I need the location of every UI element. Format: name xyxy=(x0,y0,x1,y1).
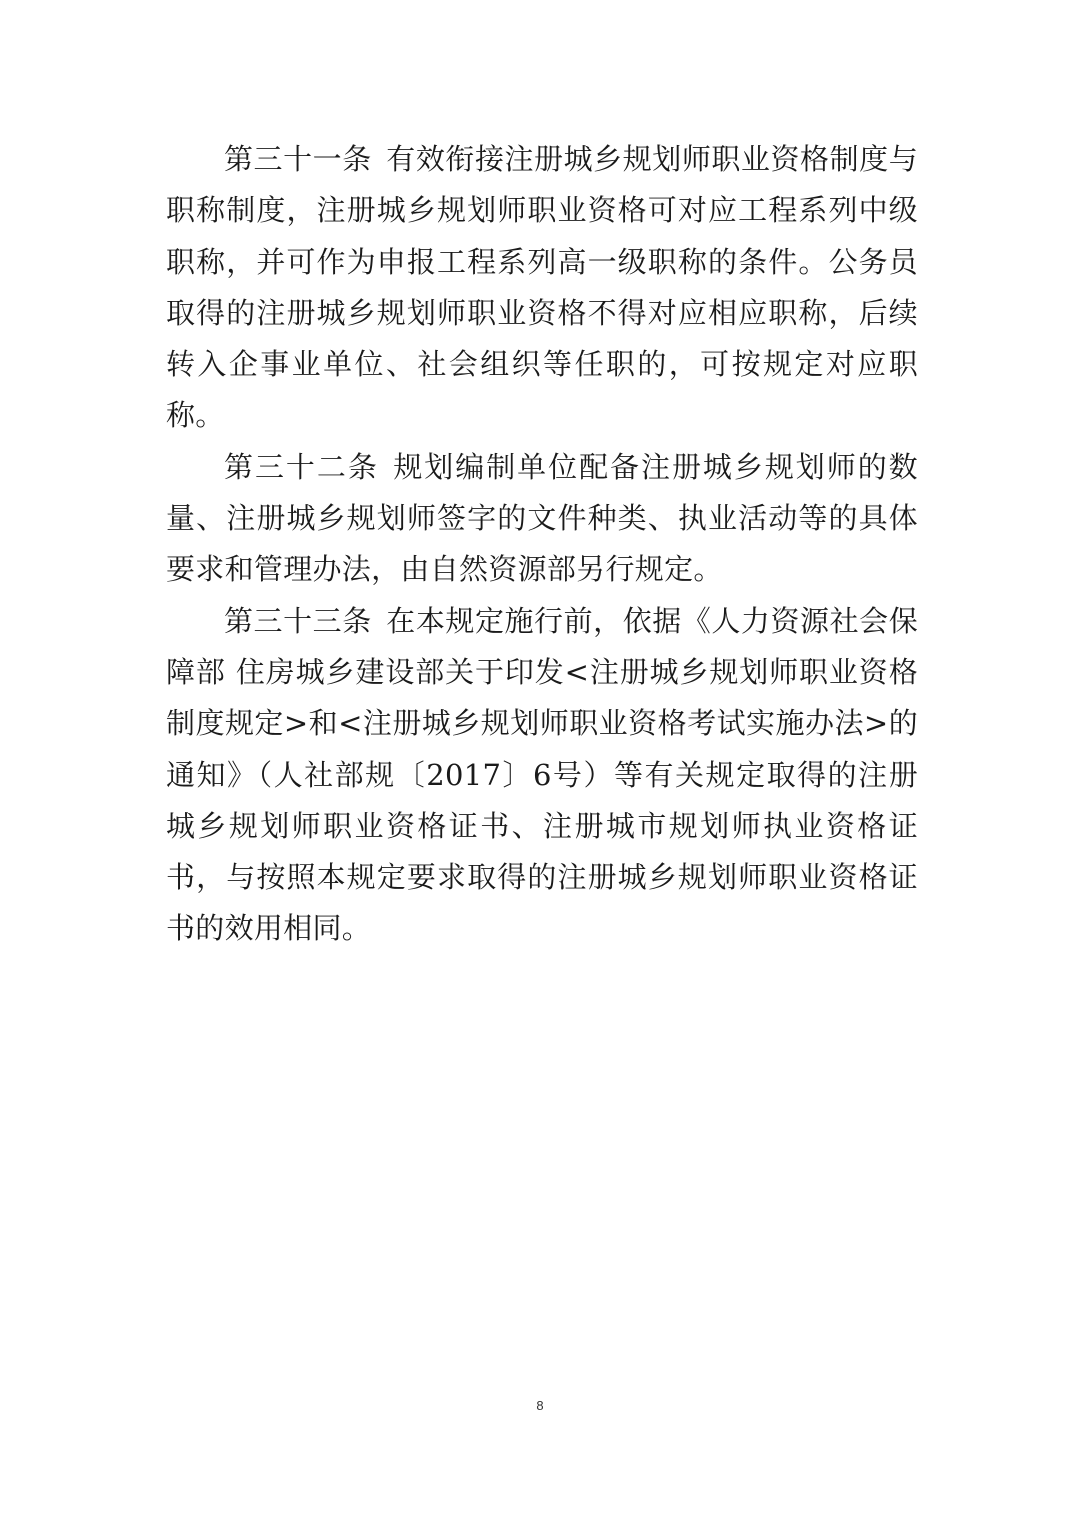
article-31-text: 有效衔接注册城乡规划师职业资格制度与职称制度，注册城乡规划师职业资格可对应工程系列中级职称，并可作为申报工程系列高一级职称的条件。公务员取得的注册城乡规划师职业资格不得对应相应职称，后续转入企事业单位、社会组织等任职的，可按规定对应职称。 xyxy=(166,142,918,433)
article-33 xyxy=(166,596,918,955)
article-31-number: 第三十一条 xyxy=(224,142,372,176)
article-32 xyxy=(166,442,918,596)
article-31 xyxy=(166,134,918,442)
document-body xyxy=(166,134,918,955)
article-32-number: 第三十二条 xyxy=(224,449,379,484)
article-33-text: 在本规定施行前，依据《人力资源社会保障部 住房城乡建设部关于印发<注册城乡规划师职业资格制度规定>和<注册城乡规划师职业资格考试实施办法>的通知》（人社部规〔2017〕6号）等有关规定取得的注册城乡规划师职业资格证书、注册城市规划师执业资格证书，与按照本规定要求取得的注册城乡规划师职业资格证书的效用相同。 xyxy=(166,603,918,946)
article-32-text: 规划编制单位配备注册城乡规划师的数量、注册城乡规划师签字的文件种类、执业活动等的具体要求和管理办法，由自然资源部另行规定。 xyxy=(166,449,918,587)
article-33-number: 第三十三条 xyxy=(224,603,372,638)
page-number: 8 xyxy=(536,1398,544,1413)
